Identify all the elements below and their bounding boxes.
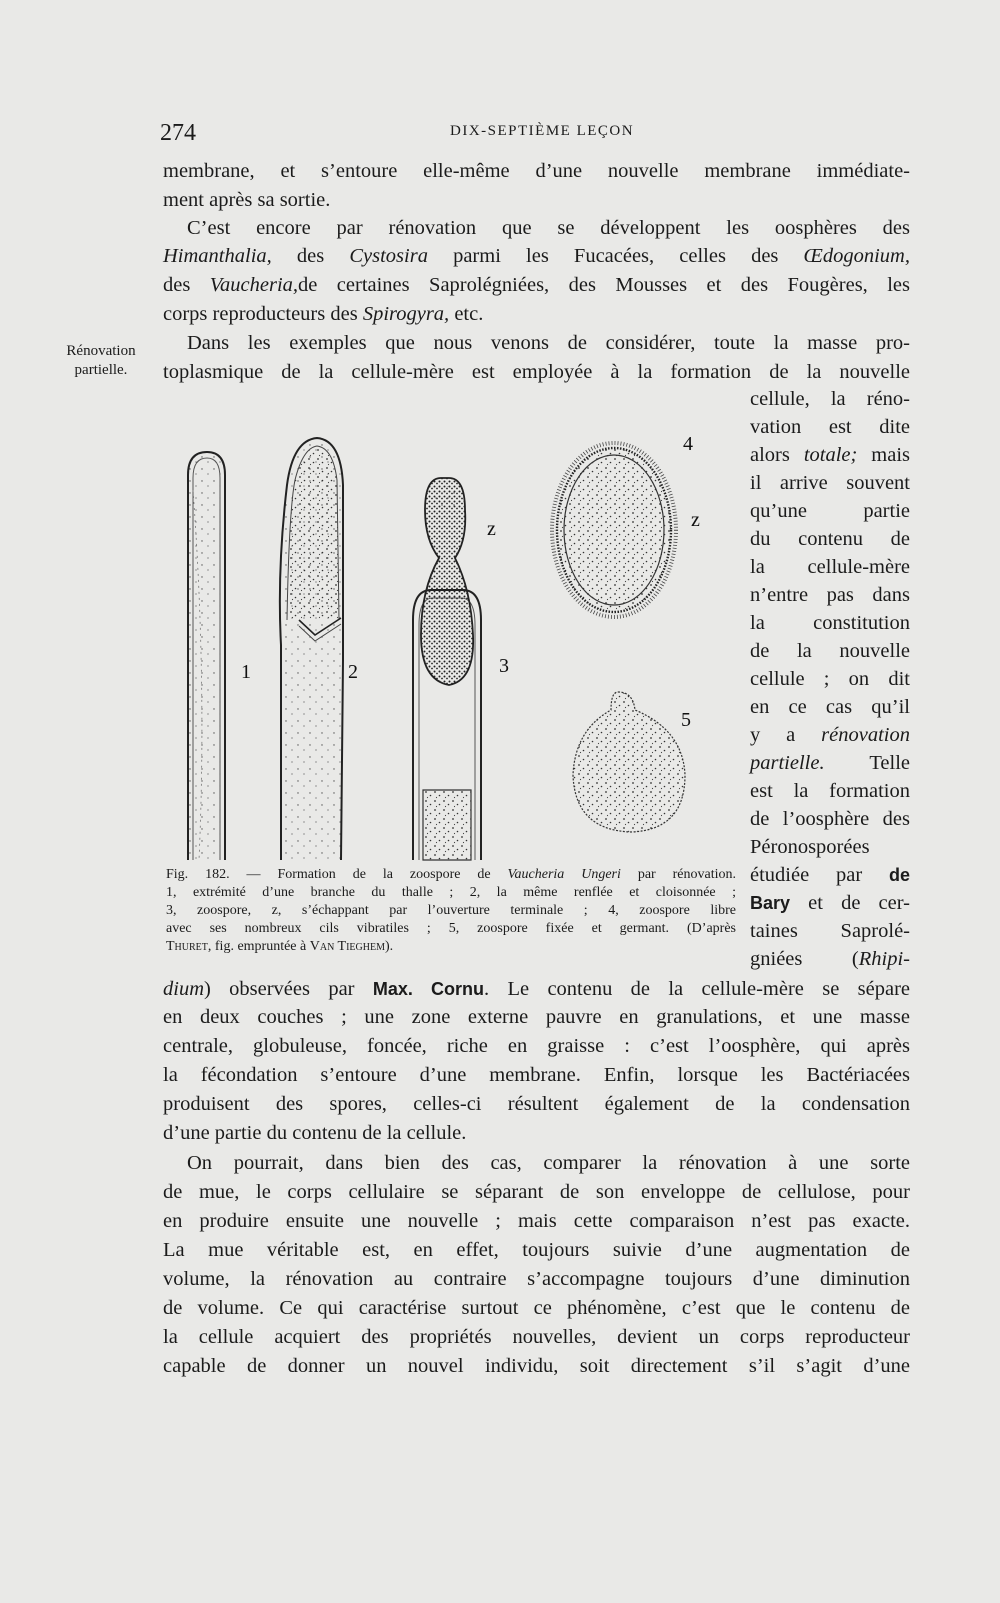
- text-line: de l’oosphère des: [750, 808, 910, 830]
- running-head: DIX-SEPTIÈME LEÇON: [450, 123, 635, 139]
- text-line: produisent des spores, celles-ci résultent également de la condensation: [163, 1093, 910, 1115]
- text-line: corps reproducteurs des Spirogyra, etc.: [163, 303, 484, 325]
- caption-line: 1, extrémité d’une branche du thalle ; 2, la même renflée et cloisonnée ;: [166, 885, 736, 900]
- text-line: des Vaucheria,de certaines Saprolégniées, des Mousses et des Fougères, les: [163, 274, 910, 296]
- text-line: en produire ensuite une nouvelle ; mais cette comparaison n’est pas exacte.: [163, 1210, 910, 1232]
- zoospore-5: [573, 692, 685, 832]
- filament-3: [413, 478, 481, 860]
- text-line: gniées (Rhipi-: [750, 948, 910, 970]
- figure-illustration: [163, 430, 738, 862]
- text-line: en deux couches ; une zone externe pauvre en granulations, et une masse: [163, 1006, 910, 1028]
- text-line: il arrive souvent: [750, 472, 910, 494]
- text-line: Dans les exemples que nous venons de considérer, toute la masse pro-: [187, 332, 910, 354]
- text-line: On pourrait, dans bien des cas, comparer la rénovation à une sorte: [187, 1152, 910, 1174]
- text-line: membrane, et s’entoure elle-même d’une nouvelle membrane immédiate-: [163, 160, 910, 182]
- text-line: toplasmique de la cellule-mère est employée à la formation de la nouvelle: [163, 361, 910, 383]
- text-line: La mue véritable est, en effet, toujours suivie d’une augmentation de: [163, 1239, 910, 1261]
- text-line: la constitution: [750, 612, 910, 634]
- text-line: vation est dite: [750, 416, 910, 438]
- text-line: partielle. Telle: [750, 752, 910, 774]
- text-line: de volume. Ce qui caractérise surtout ce phénomène, c’est que le contenu de: [163, 1297, 910, 1319]
- text-line: volume, la rénovation au contraire s’accompagne toujours d’une diminution: [163, 1268, 910, 1290]
- text-line: de mue, le corps cellulaire se séparant de son enveloppe de cellulose, pour: [163, 1181, 910, 1203]
- text-line: d’une partie du contenu de la cellule.: [163, 1122, 467, 1144]
- text-line: Himanthalia, des Cystosira parmi les Fucacées, celles des Œdogonium,: [163, 245, 910, 267]
- filament-2: [280, 438, 343, 860]
- filament-1: [188, 452, 225, 860]
- text-line: alors totale; mais: [750, 444, 910, 466]
- figure-182: [163, 430, 738, 862]
- caption-line: Fig. 182. — Formation de la zoospore de Vaucheria Ungeri par rénovation.: [166, 867, 736, 882]
- text-line: du contenu de: [750, 528, 910, 550]
- text-line: la cellule acquiert des propriétés nouvelles, devient un corps reproducteur: [163, 1326, 910, 1348]
- margin-note-line: partielle.: [74, 362, 128, 378]
- text-line: taines Saprolé-: [750, 920, 910, 942]
- text-line: qu’une partie: [750, 500, 910, 522]
- text-line: la cellule-mère: [750, 556, 910, 578]
- figure-label-1: 1: [241, 661, 251, 683]
- caption-line: Thuret, fig. empruntée à Van Tieghem).: [166, 939, 394, 954]
- text-line: cellule ; on dit: [750, 668, 910, 690]
- text-line: C’est encore par rénovation que se développent les oosphères des: [187, 217, 910, 239]
- figure-label-2: 2: [348, 661, 358, 683]
- text-line: cellule, la réno-: [750, 388, 910, 410]
- zoospore-4: [552, 443, 676, 617]
- figure-label-4: 4: [683, 433, 693, 455]
- figure-label-3: 3: [499, 655, 509, 677]
- figure-label-5: 5: [681, 709, 691, 731]
- page-number: 274: [160, 120, 196, 146]
- margin-note: [46, 342, 156, 380]
- caption-line: 3, zoospore, z, s’échappant par l’ouverture terminale ; 4, zoospore libre: [166, 903, 736, 918]
- page-header: [160, 120, 910, 150]
- text-line: n’entre pas dans: [750, 584, 910, 606]
- caption-line: avec ses nombreux cils vibratiles ; 5, zoospore fixée et germant. (D’après: [166, 921, 736, 936]
- text-line: étudiée par de: [750, 864, 910, 886]
- text-line: dium) observées par Max. Cornu. Le contenu de la cellule-mère se sépare: [163, 978, 910, 1000]
- text-line: capable de donner un nouvel individu, soit directement s’il s’agit d’une: [163, 1355, 910, 1377]
- text-line: centrale, globuleuse, foncée, riche en graisse : c’est l’oosphère, qui après: [163, 1035, 910, 1057]
- figure-label-z: z: [487, 518, 496, 540]
- text-line: la fécondation s’entoure d’une membrane. Enfin, lorsque les Bactériacées: [163, 1064, 910, 1086]
- text-line: Bary et de cer-: [750, 892, 910, 914]
- text-line: est la formation: [750, 780, 910, 802]
- text-line: de la nouvelle: [750, 640, 910, 662]
- margin-note-line: Rénovation: [66, 343, 136, 359]
- figure-label-z: z: [691, 509, 700, 531]
- text-line: en ce cas qu’il: [750, 696, 910, 718]
- text-line: ment après sa sortie.: [163, 189, 331, 211]
- text-line: Péronosporées: [750, 836, 870, 858]
- figure-caption: [166, 866, 736, 956]
- text-line: y a rénovation: [750, 724, 910, 746]
